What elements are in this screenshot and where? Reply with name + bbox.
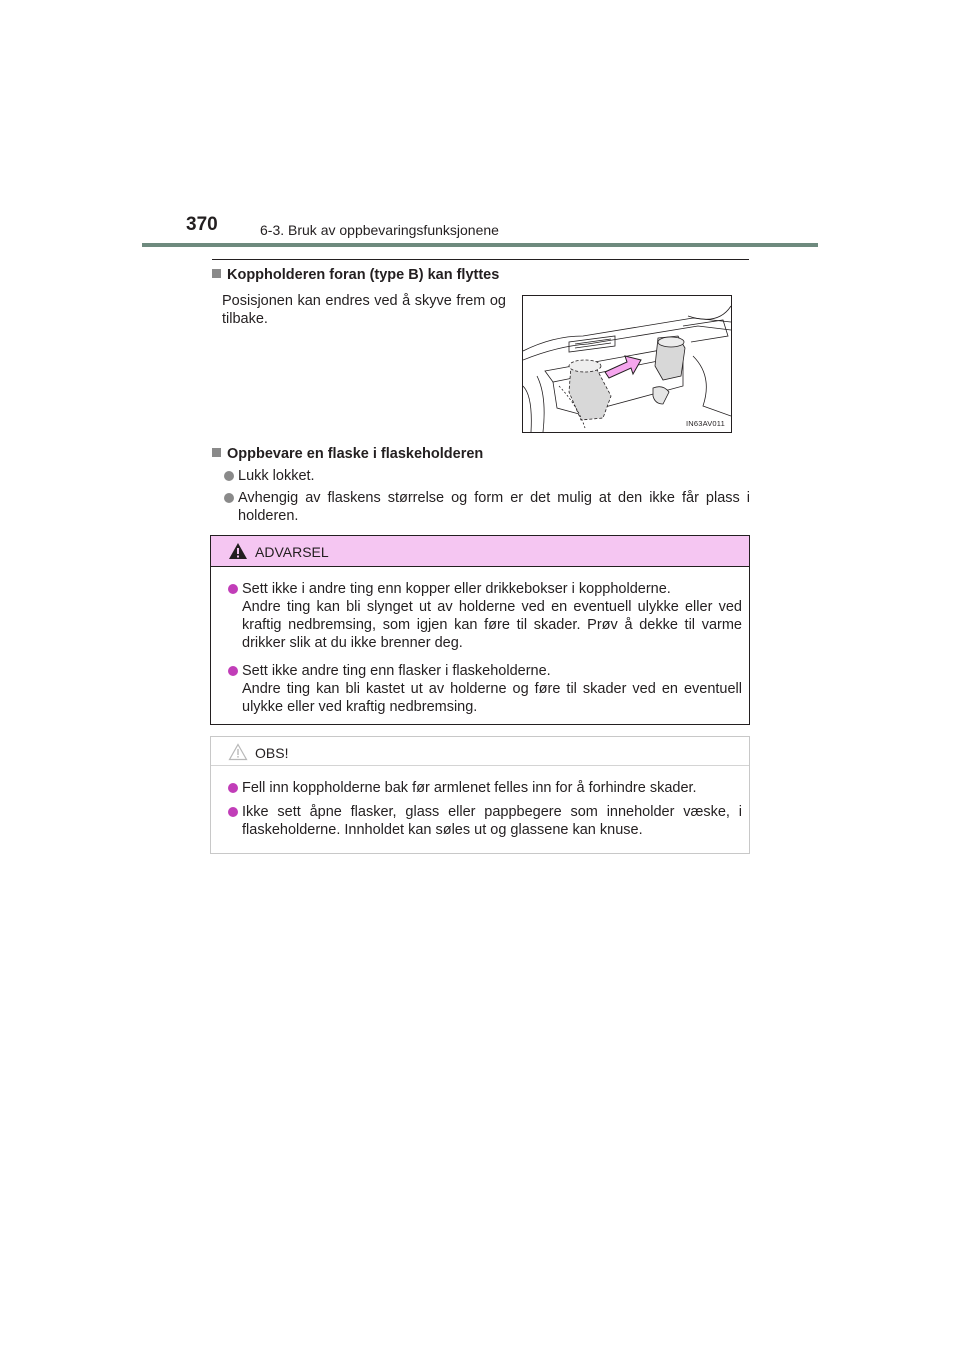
square-bullet-icon bbox=[212, 448, 221, 457]
bullet-dot-icon bbox=[228, 666, 238, 676]
list-item-text: Avhengig av flaskens størrelse og form er det mulig at den ikke får plass i holderen. bbox=[238, 490, 750, 524]
chapter-title: 6-3. Bruk av oppbevaringsfunksjonene bbox=[260, 222, 499, 238]
section-heading-text: Koppholderen foran (type B) kan flyttes bbox=[227, 267, 500, 283]
cupholder-illustration bbox=[522, 295, 732, 433]
section-rule bbox=[212, 259, 749, 260]
bullet-dot-icon bbox=[228, 807, 238, 817]
notice-header bbox=[211, 737, 749, 766]
notice-item-text: Fell inn koppholderne bak før armlenet felles inn for å forhindre skader. bbox=[242, 780, 697, 796]
warning-item-text: Sett ikke andre ting enn flasker i flaskeholderne. Andre ting kan bli kastet ut av holderne og føre til skader ved en eventuell ulykke eller ved kraftig nedbremsing. bbox=[242, 663, 742, 715]
notice-box bbox=[210, 736, 750, 854]
list-item-text: Lukk lokket. bbox=[238, 468, 315, 484]
section-heading-text: Oppbevare en flaske i flaskeholderen bbox=[227, 446, 484, 462]
square-bullet-icon bbox=[212, 269, 221, 278]
list-item bbox=[228, 662, 742, 716]
warning-header bbox=[211, 536, 749, 567]
cupholder-drawing bbox=[523, 296, 731, 432]
caution-triangle-icon bbox=[228, 743, 248, 761]
section-heading-bottle-holder bbox=[212, 446, 483, 462]
notice-item-text: Ikke sett åpne flasker, glass eller pappbegere som inneholder væske, i flaskeholderne. Innholdet kan søles ut og glassene kan knuse. bbox=[242, 804, 742, 838]
warning-box bbox=[210, 535, 750, 725]
notice-title: OBS! bbox=[255, 745, 289, 761]
section-body-text: Posisjonen kan endres ved å skyve frem og tilbake. bbox=[222, 293, 506, 327]
header-rule bbox=[142, 243, 818, 247]
warning-title: ADVARSEL bbox=[255, 544, 329, 560]
page-number: 370 bbox=[186, 214, 218, 235]
list-item bbox=[228, 803, 742, 839]
bullet-dot-icon bbox=[224, 493, 234, 503]
list-item bbox=[228, 580, 742, 652]
list-item bbox=[224, 489, 750, 525]
figure-code: IN63AV011 bbox=[685, 419, 725, 428]
list-item bbox=[224, 467, 750, 485]
warning-triangle-icon bbox=[228, 542, 248, 560]
bullet-dot-icon bbox=[224, 471, 234, 481]
page-header bbox=[0, 0, 960, 250]
bullet-dot-icon bbox=[228, 584, 238, 594]
list-item bbox=[228, 779, 742, 797]
section-heading-front-cupholder bbox=[212, 267, 499, 283]
warning-item-text: Sett ikke i andre ting enn kopper eller drikkebokser i koppholderne. Andre ting kan bli slynget ut av holderne ved en eventuell ulykke eller ved kraftig nedbremsing, som igjen kan føre til skader. Prøv å dekke til varme drikker slik at du ikke brenner deg. bbox=[242, 581, 742, 651]
bullet-dot-icon bbox=[228, 783, 238, 793]
